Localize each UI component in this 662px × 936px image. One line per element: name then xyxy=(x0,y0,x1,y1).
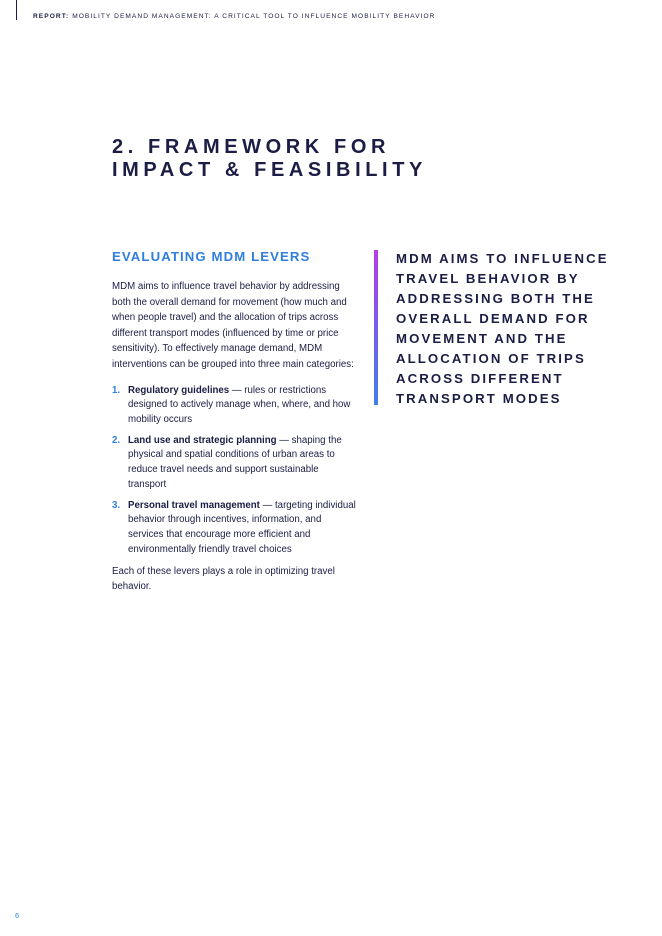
section-title-line-1: 2. FRAMEWORK FOR xyxy=(112,136,391,158)
section-title-line-2: IMPACT & FEASIBILITY xyxy=(112,159,427,181)
closing-paragraph: Each of these levers plays a role in optimizing travel behavior. xyxy=(112,566,335,593)
pull-quote-line: ADDRESSING BOTH THE xyxy=(396,291,595,306)
pull-quote-line: TRANSPORT MODES xyxy=(396,391,562,406)
pull-quote-line: MOVEMENT AND THE xyxy=(396,331,568,346)
pull-quote-line: MDM AIMS TO INFLUENCE xyxy=(396,251,609,266)
body-column xyxy=(112,249,357,595)
header-title: MOBILITY DEMAND MANAGEMENT: A CRITICAL TOOL TO INFLUENCE MOBILITY BEHAVIOR xyxy=(72,13,436,20)
lever-description: — shaping the physical and spatial conditions of urban areas to reduce travel needs and support sustainable transport xyxy=(128,434,342,490)
running-header xyxy=(33,13,435,20)
intro-paragraph: MDM aims to influence travel behavior by addressing both the overall demand for movement (how much and when people travel) and the allocation of trips across different transport modes (influenced by time or price sensitivity). To effectively manage demand, MDM interventions can be grouped into three main categories: xyxy=(112,281,354,370)
page-number: 6 xyxy=(15,911,20,920)
pull-quote-line: ACROSS DIFFERENT xyxy=(396,371,564,386)
subheading: EVALUATING MDM LEVERS xyxy=(112,249,311,264)
lever-term: Land use and strategic planning xyxy=(128,434,277,446)
levers-list xyxy=(112,384,357,558)
pull-quote-line: OVERALL DEMAND FOR xyxy=(396,311,590,326)
lever-description: — rules or restrictions designed to actively manage when, where, and how mobility occurs xyxy=(128,384,351,425)
pull-quote xyxy=(396,249,646,409)
header-rule xyxy=(16,0,17,20)
list-number: 3. xyxy=(112,499,121,511)
section-title xyxy=(112,136,427,182)
list-item xyxy=(112,434,357,492)
list-number: 1. xyxy=(112,384,121,396)
lever-term: Regulatory guidelines xyxy=(128,384,230,396)
header-label: REPORT: xyxy=(33,13,70,20)
lever-description: — targeting individual behavior through incentives, information, and services that encourage more efficient and environmentally friendly travel choices xyxy=(128,499,356,555)
lever-term: Personal travel management xyxy=(128,499,260,511)
pull-quote-accent-bar xyxy=(374,250,378,405)
list-item xyxy=(112,384,357,428)
list-number: 2. xyxy=(112,434,121,446)
pull-quote-line: TRAVEL BEHAVIOR BY xyxy=(396,271,580,286)
list-item xyxy=(112,499,357,557)
pull-quote-line: ALLOCATION OF TRIPS xyxy=(396,351,586,366)
